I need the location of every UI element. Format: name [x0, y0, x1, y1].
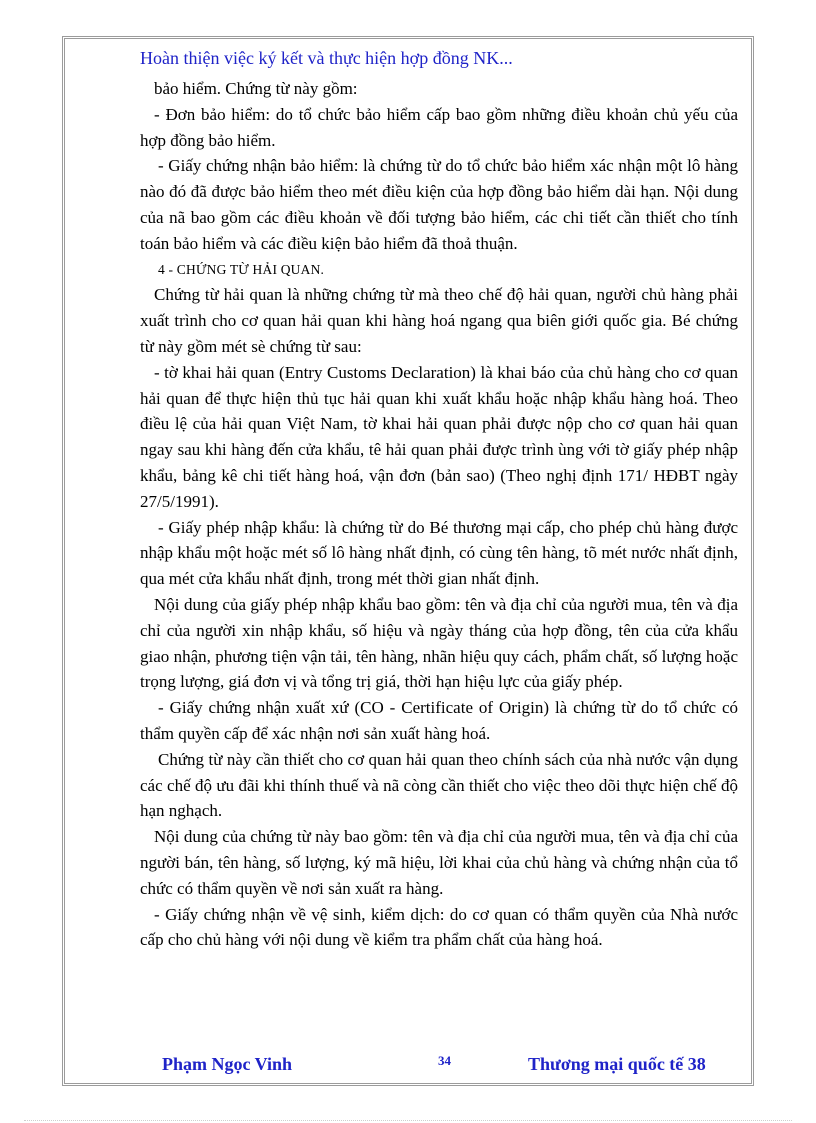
paragraph: Chứng từ hải quan là những chứng từ mà theo chế độ hải quan, người chủ hàng phải xuất trình cho cơ quan hải quan khi hàng hoá ngang qua biên giới quốc gia. Bé chứng từ này gồm mét sè chứng từ sau: [140, 285, 738, 356]
footer-author: Phạm Ngọc Vinh [162, 1054, 293, 1074]
running-header: Hoàn thiện việc ký kết và thực hiện hợp đồng NK... [140, 48, 513, 68]
footer-course: Thương mại quốc tế 38 [528, 1054, 706, 1074]
paragraph: Nội dung của chứng từ này bao gồm: tên và địa chỉ của người mua, tên và địa chỉ của người bán, tên hàng, số lượng, ký mã hiệu, lời khai của chủ hàng và chứng nhận của tổ chức có thẩm quyền về nơi sản xuất ra hàng. [140, 827, 738, 898]
paragraph: - tờ khai hải quan (Entry Customs Declaration) là khai báo của chủ hàng cho cơ quan hải quan để thực hiện thủ tục hải quan khi xuất khẩu hoặc nhập khẩu hàng hoá. Theo điều lệ của hải quan Việt Nam, tờ khai hải quan phải được nộp cho cơ quan hải quan ngay sau khi hàng đến cửa khẩu, tê hải quan phải được trình ùng với tờ giấy phép nhập khẩu, bảng kê chi tiết hàng hoá, vận đơn (bản sao) (Theo nghị định 171/ HĐBT ngày 27/5/1991). [140, 362, 738, 511]
section-heading: 4 - CHỨNG TỪ HẢI QUAN. [158, 261, 325, 277]
paragraph: - Giấy chứng nhận xuất xứ (CO - Certificate of Origin) là chứng từ do tổ chức có thẩm quyền cấp để xác nhận nơi sản xuất hàng hoá. [140, 698, 738, 743]
paragraph: - Đơn bảo hiểm: do tổ chức bảo hiểm cấp bao gồm những điều khoản chủ yếu của hợp đồng bảo hiểm. [140, 104, 738, 150]
page-bottom-rule [24, 1120, 792, 1121]
paragraph: - Giấy chứng nhận về vệ sinh, kiểm dịch: do cơ quan có thẩm quyền của Nhà nước cấp cho chủ hàng với nội dung về kiểm tra phẩm chất của hàng hoá. [140, 904, 738, 950]
paragraph: Chứng từ này cần thiết cho cơ quan hải quan theo chính sách của nhà nước vận dụng các chế độ ưu đãi khi thính thuế và nã còng cần thiết cho việc theo dõi thực hiện chế độ hạn nghạch. [140, 749, 738, 821]
paragraph: - Giấy chứng nhận bảo hiểm: là chứng từ do tổ chức bảo hiểm xác nhận một lô hàng nào đó đã được bảo hiểm theo mét điều kiện của hợp đồng bảo hiểm dài hạn. Nội dung của nã bao gồm các điều khoản về đối tượng bảo hiểm, các chi tiết cần thiết cho tính toán bảo hiểm và các điều kiện bảo hiểm đã thoả thuận. [140, 156, 738, 253]
paragraph: - Giấy phép nhập khẩu: là chứng từ do Bé thương mại cấp, cho phép chủ hàng được nhập khẩu một hoặc mét số lô hàng nhất định, có cùng tên hàng, tõ mét nước nhất định, qua mét cửa khẩu nhất định, trong mét thời gian nhất định. [140, 517, 738, 589]
page-number: 34 [438, 1053, 451, 1068]
paragraph: bảo hiểm. Chứng từ này gồm: [154, 79, 358, 98]
paragraph: Nội dung của giấy phép nhập khẩu bao gồm: tên và địa chỉ của người mua, tên và địa chỉ của người xin nhập khẩu, số hiệu và ngày tháng của hợp đồng, tên của cửa khẩu giao nhận, phương tiện vận tải, tên hàng, nhãn hiệu quy cách, phẩm chất, số lượng hoặc trọng lượng, giá đơn vị và tổng trị giá, thời hạn hiệu lực của giấy phép. [140, 594, 738, 692]
document-body [140, 76, 738, 953]
